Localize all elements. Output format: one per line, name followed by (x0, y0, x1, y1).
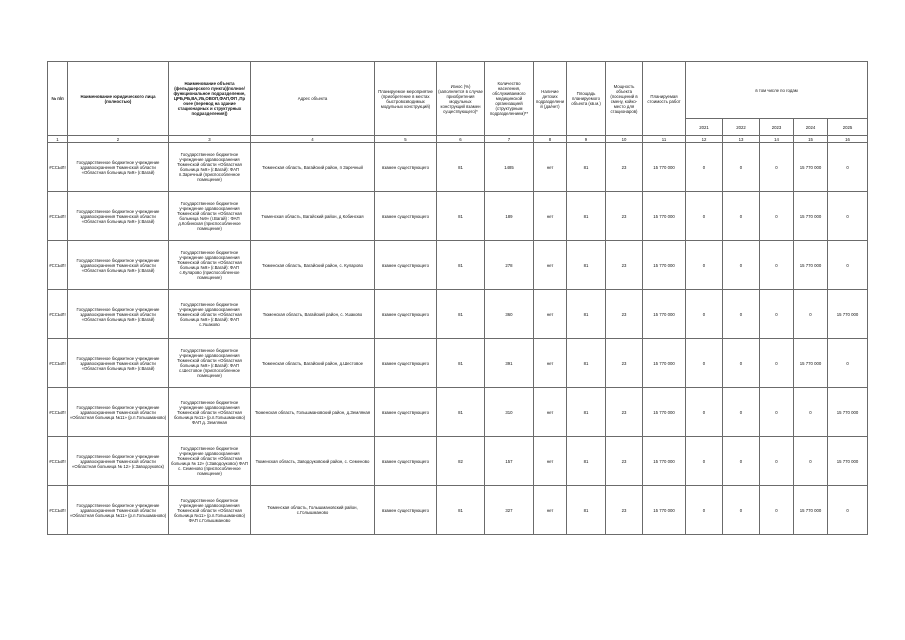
column-number: 13 (723, 136, 760, 143)
header-year-2021: 2021 (686, 119, 723, 136)
legal-name-cell: Государственное бюджетное учреждение здравоохранения Тюменской области «Областная больница №9» (г.Вагай) (68, 241, 169, 290)
area-cell: 81 (567, 241, 606, 290)
year-2021-cell: 0 (686, 241, 723, 290)
year-2021-cell: 0 (686, 437, 723, 486)
address-cell: Тюменская область, Вагайский район, с. Куларово (251, 241, 375, 290)
year-2025-cell: 15 770 000 (828, 388, 868, 437)
wear-cell: 81 (437, 339, 485, 388)
wear-cell: 81 (437, 388, 485, 437)
row-number: #ССЫЛ! (48, 241, 68, 290)
column-number: 15 (794, 136, 828, 143)
population-cell: 1485 (485, 143, 534, 192)
year-2021-cell: 0 (686, 486, 723, 535)
year-2024-cell: 15 770 000 (794, 339, 828, 388)
cost-cell: 15 770 000 (643, 241, 686, 290)
table-row (48, 241, 868, 290)
table-row (48, 290, 868, 339)
population-cell: 157 (485, 437, 534, 486)
year-2021-cell: 0 (686, 290, 723, 339)
planned-event-cell: взамен существующего (375, 339, 437, 388)
year-2022-cell: 0 (723, 290, 760, 339)
population-cell: 391 (485, 339, 534, 388)
population-cell: 310 (485, 388, 534, 437)
column-number: 3 (169, 136, 251, 143)
address-cell: Тюменская область, Вагайский район, с. Ушаково (251, 290, 375, 339)
table-row (48, 437, 868, 486)
children-cell: нет (534, 290, 567, 339)
column-number: 16 (828, 136, 868, 143)
planned-event-cell: взамен существующего (375, 290, 437, 339)
area-cell: 81 (567, 388, 606, 437)
header-by-years: в том числе по годам (686, 62, 868, 119)
object-name-cell: Государственное бюджетное учреждение здравоохранения Тюменской области «Областная больница №11» (р.п.Голышманово) ФАП д. Земляная (169, 388, 251, 437)
planned-event-cell: взамен существующего (375, 388, 437, 437)
table-row (48, 339, 868, 388)
address-cell: Тюменская область, Вагайский район, д Кобинская (251, 192, 375, 241)
population-cell: 189 (485, 192, 534, 241)
address-cell: Тюменская область, Вагайский район, п Заречный (251, 143, 375, 192)
wear-cell: 81 (437, 290, 485, 339)
header-population: Количество населения, обслуживаемого медицинской организацией (структурным подразделением)** (485, 62, 534, 136)
column-number-row (48, 136, 868, 143)
legal-name-cell: Государственное бюджетное учреждение здравоохранения Тюменской области «Областная больница №11» (р.п.Голышманово) (68, 388, 169, 437)
year-2024-cell: 0 (794, 290, 828, 339)
area-cell: 81 (567, 486, 606, 535)
row-number: #ССЫЛ! (48, 192, 68, 241)
year-2025-cell: 0 (828, 339, 868, 388)
table-row (48, 486, 868, 535)
capacity-cell: 23 (606, 241, 643, 290)
year-2023-cell: 0 (760, 437, 794, 486)
column-number: 12 (686, 136, 723, 143)
object-name-cell: Государственное бюджетное учреждение здравоохранения Тюменской области «Областная больница №9» (г.Вагай): ФАП с.Ушаково (169, 290, 251, 339)
year-2024-cell: 15 770 000 (794, 143, 828, 192)
planned-event-cell: взамен существующего (375, 143, 437, 192)
object-name-cell: Государственное бюджетное учреждение здравоохранения Тюменской области «Областная больница № 12» (г.Заводоуковск) ФАП с. Семеново (приспособленное помещение) (169, 437, 251, 486)
year-2022-cell: 0 (723, 241, 760, 290)
column-number: 14 (760, 136, 794, 143)
header-year-2023: 2023 (760, 119, 794, 136)
year-2021-cell: 0 (686, 192, 723, 241)
wear-cell: 81 (437, 486, 485, 535)
header-area: Площадь планируемого объекта (кв.м.) (567, 62, 606, 136)
object-name-cell: Государственное бюджетное учреждение здравоохранения Тюменской области «Областная больница №9» (г.Вагай): ФАП с.Шестовое (приспособленное помещение) (169, 339, 251, 388)
header-cost: Планируемая стоимость работ (643, 62, 686, 136)
area-cell: 81 (567, 437, 606, 486)
column-number: 6 (437, 136, 485, 143)
population-cell: 327 (485, 486, 534, 535)
year-2021-cell: 0 (686, 388, 723, 437)
header-year-2024: 2024 (794, 119, 828, 136)
year-2022-cell: 0 (723, 388, 760, 437)
capacity-cell: 23 (606, 486, 643, 535)
header-year-2025: 2025 (828, 119, 868, 136)
column-number: 7 (485, 136, 534, 143)
wear-cell: 81 (437, 143, 485, 192)
object-name-cell: Государственное бюджетное учреждение здравоохранения Тюменской области «Областная больница №9» (г.Вагай) : ФАП д.Кобинская (приспособленное помещение) (169, 192, 251, 241)
year-2021-cell: 0 (686, 143, 723, 192)
legal-name-cell: Государственное бюджетное учреждение здравоохранения Тюменской области «Областная больница №9» (г.Вагай) (68, 192, 169, 241)
legal-name-cell: Государственное бюджетное учреждение здравоохранения Тюменской области «Областная больница №9» (г.Вагай) (68, 339, 169, 388)
header-address: Адрес объекта (251, 62, 375, 136)
legal-name-cell: Государственное бюджетное учреждение здравоохранения Тюменской области «Областная больница № 12» (г.Заводоуковск) (68, 437, 169, 486)
area-cell: 81 (567, 192, 606, 241)
column-number: 11 (643, 136, 686, 143)
object-name-cell: Государственное бюджетное учреждение здравоохранения Тюменской области «Областная больница №9» (г.Вагай): ФАП с.Куларово (приспособленное помещение) (169, 241, 251, 290)
header-wear: Износ (%) (заполняется в случае приобретения модульных конструкций взамен существующего)* (437, 62, 485, 136)
row-number: #ССЫЛ! (48, 388, 68, 437)
column-number: 5 (375, 136, 437, 143)
table-row (48, 388, 868, 437)
capacity-cell: 23 (606, 339, 643, 388)
column-number: 9 (567, 136, 606, 143)
table-row (48, 143, 868, 192)
children-cell: нет (534, 241, 567, 290)
row-number: #ССЫЛ! (48, 437, 68, 486)
wear-cell: 81 (437, 241, 485, 290)
cost-cell: 15 770 000 (643, 437, 686, 486)
header-planned-event: Планируемое мероприятие (приобретение в местах быстровозводимых модульных конструкций) (375, 62, 437, 136)
year-2024-cell: 0 (794, 388, 828, 437)
legal-name-cell: Государственное бюджетное учреждение здравоохранения Тюменской области «Областная больница №9» (г.Вагай) (68, 290, 169, 339)
area-cell: 81 (567, 143, 606, 192)
children-cell: нет (534, 192, 567, 241)
year-2023-cell: 0 (760, 388, 794, 437)
year-2022-cell: 0 (723, 486, 760, 535)
header-legal-name: Наименование юридического лица (полностью) (68, 62, 169, 136)
cost-cell: 15 770 000 (643, 143, 686, 192)
object-name-cell: Государственное бюджетное учреждение здравоохранения Тюменской области «Областная больница №11» (р.п.Голышманово) ФАП с.Голышманово (169, 486, 251, 535)
planned-event-cell: взамен существующего (375, 192, 437, 241)
cost-cell: 15 770 000 (643, 339, 686, 388)
planned-event-cell: взамен существующего (375, 437, 437, 486)
legal-name-cell: Государственное бюджетное учреждение здравоохранения Тюменской области «Областная больница №9» (г.Вагай) (68, 143, 169, 192)
capacity-cell: 23 (606, 192, 643, 241)
children-cell: нет (534, 143, 567, 192)
children-cell: нет (534, 339, 567, 388)
row-number: #ССЫЛ! (48, 143, 68, 192)
column-number: 4 (251, 136, 375, 143)
population-cell: 360 (485, 290, 534, 339)
facilities-table (47, 61, 868, 535)
area-cell: 81 (567, 290, 606, 339)
year-2023-cell: 0 (760, 241, 794, 290)
object-name-cell: Государственное бюджетное учреждение здравоохранения Тюменской области «Областная больница №9» (г.Вагай): ФАП п.Заречный (приспособленное помещение) (169, 143, 251, 192)
year-2023-cell: 0 (760, 143, 794, 192)
header-capacity: Мощность объекта (посещений в смену, койко-место для стационаров) (606, 62, 643, 136)
column-number: 10 (606, 136, 643, 143)
column-number: 2 (68, 136, 169, 143)
cost-cell: 15 770 000 (643, 192, 686, 241)
year-2024-cell: 0 (794, 437, 828, 486)
row-number: #ССЫЛ! (48, 339, 68, 388)
area-cell: 81 (567, 339, 606, 388)
address-cell: Тюменская область, Голышмановский район, д.Земляная (251, 388, 375, 437)
capacity-cell: 23 (606, 143, 643, 192)
year-2022-cell: 0 (723, 339, 760, 388)
legal-name-cell: Государственное бюджетное учреждение здравоохранения Тюменской области «Областная больница №11» (р.п.Голышманово) (68, 486, 169, 535)
year-2023-cell: 0 (760, 290, 794, 339)
year-2025-cell: 0 (828, 486, 868, 535)
year-2023-cell: 0 (760, 339, 794, 388)
year-2021-cell: 0 (686, 339, 723, 388)
address-cell: Тюменская область, Вагайский район, д.Шестовое (251, 339, 375, 388)
address-cell: Тюменская область, Заводоуковский район, с. Семеново (251, 437, 375, 486)
cost-cell: 15 770 000 (643, 388, 686, 437)
wear-cell: 82 (437, 437, 485, 486)
year-2022-cell: 0 (723, 192, 760, 241)
population-cell: 278 (485, 241, 534, 290)
year-2025-cell: 0 (828, 192, 868, 241)
wear-cell: 81 (437, 192, 485, 241)
year-2024-cell: 15 770 000 (794, 486, 828, 535)
table-row (48, 192, 868, 241)
capacity-cell: 23 (606, 388, 643, 437)
capacity-cell: 23 (606, 290, 643, 339)
children-cell: нет (534, 437, 567, 486)
header-num: № п/п (48, 62, 68, 136)
header-children: Наличие детских подразделени й (да/нет) (534, 62, 567, 136)
column-number: 1 (48, 136, 68, 143)
cost-cell: 15 770 000 (643, 486, 686, 535)
header-object-name: Наименование объекта (фельдшерского пункта)(полное/функциональное подразделение, ЦРБ,РБ,ВА,УБ,ОВОП,ФАП,ФП ,Пр очее (перевод на здание стационарных и структурных подразделения)) (169, 62, 251, 136)
year-2023-cell: 0 (760, 192, 794, 241)
children-cell: нет (534, 388, 567, 437)
year-2025-cell: 15 770 000 (828, 437, 868, 486)
year-2022-cell: 0 (723, 143, 760, 192)
address-cell: Тюменская область, Голышмановский район, с.Голышманово (251, 486, 375, 535)
column-number: 8 (534, 136, 567, 143)
year-2025-cell: 15 770 000 (828, 290, 868, 339)
year-2024-cell: 15 770 000 (794, 241, 828, 290)
row-number: #ССЫЛ! (48, 486, 68, 535)
capacity-cell: 23 (606, 437, 643, 486)
row-number: #ССЫЛ! (48, 290, 68, 339)
year-2025-cell: 0 (828, 143, 868, 192)
year-2025-cell: 0 (828, 241, 868, 290)
children-cell: нет (534, 486, 567, 535)
year-2024-cell: 15 770 000 (794, 192, 828, 241)
cost-cell: 15 770 000 (643, 290, 686, 339)
year-2022-cell: 0 (723, 437, 760, 486)
header-year-2022: 2022 (723, 119, 760, 136)
year-2023-cell: 0 (760, 486, 794, 535)
planned-event-cell: взамен существующего (375, 241, 437, 290)
planned-event-cell: взамен существующего (375, 486, 437, 535)
